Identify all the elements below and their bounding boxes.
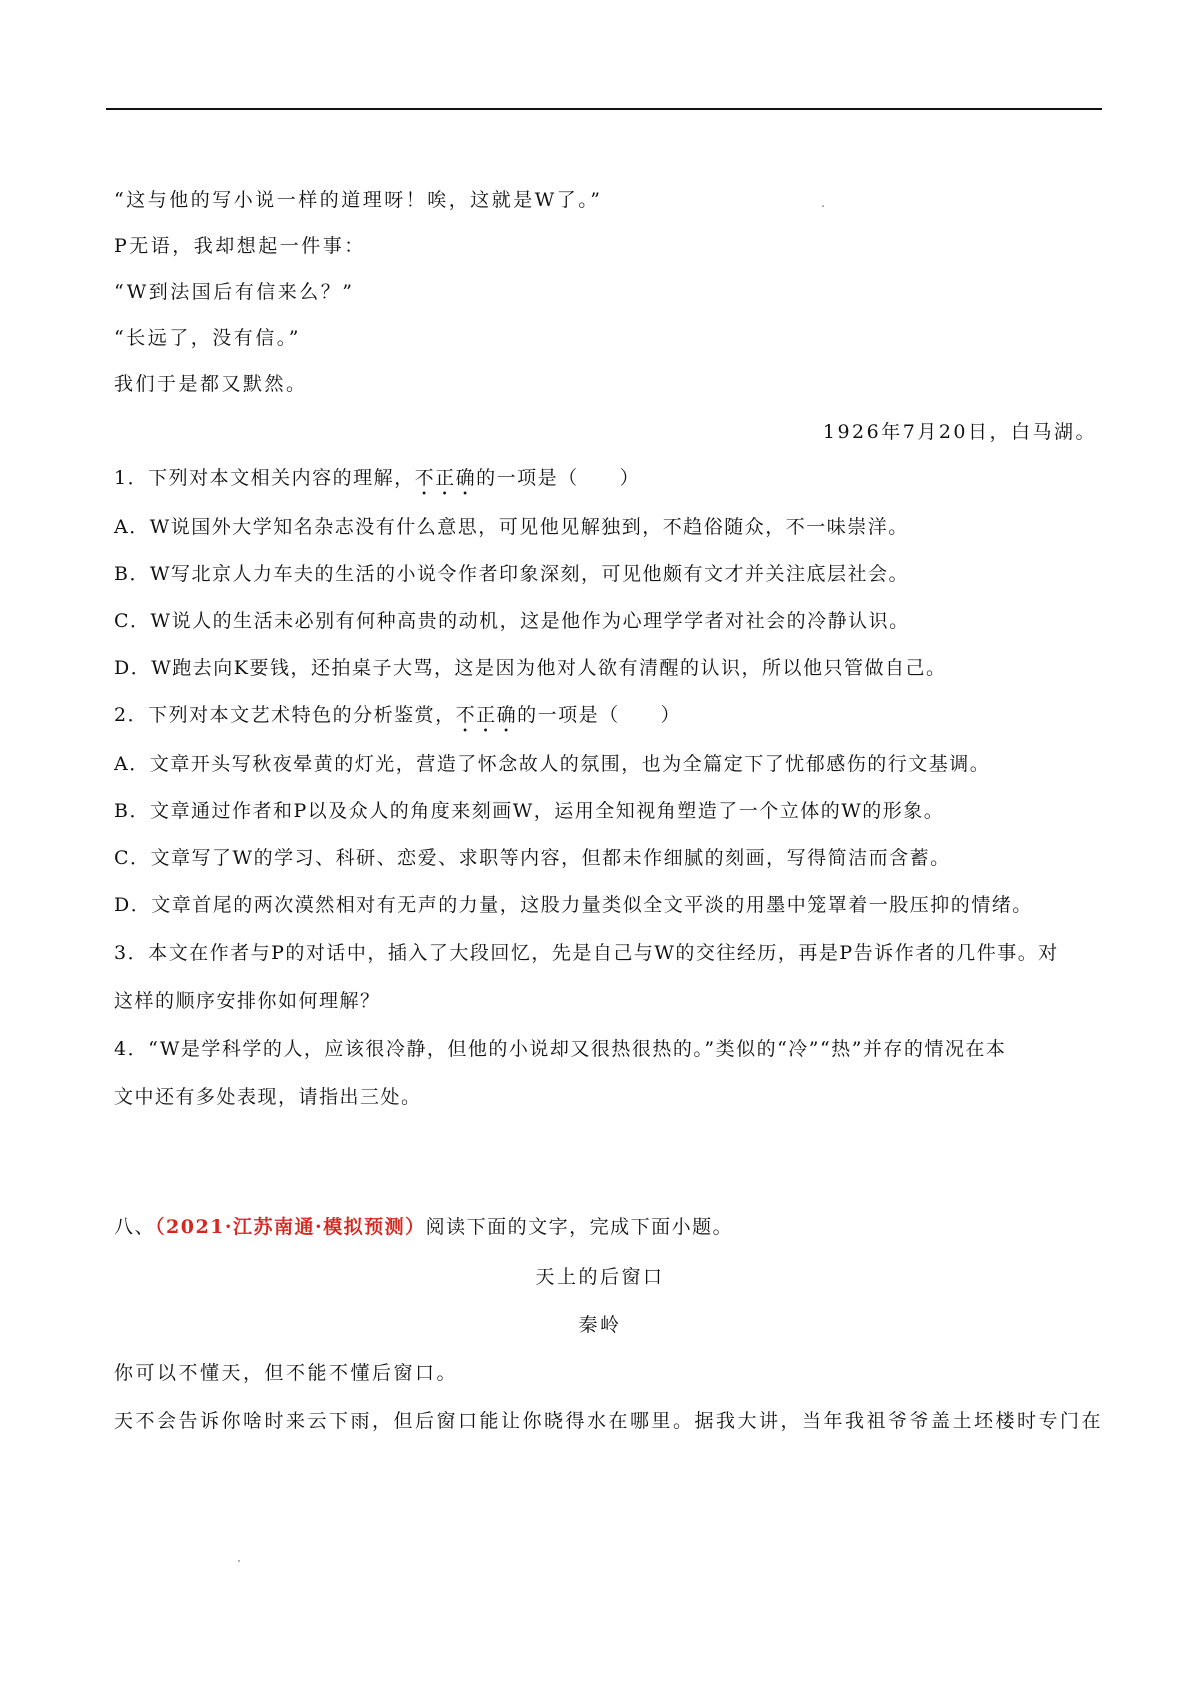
stem-emphasis: 不正确 <box>414 467 477 489</box>
scan-speck <box>822 205 824 207</box>
article-line: 你可以不懂天，但不能不懂后窗口。 <box>114 1362 459 1384</box>
question-4-line: 文中还有多处表现，请指出三处。 <box>114 1086 422 1108</box>
question-1-option-a: A．W说国外大学知名杂志没有什么意思，可见他见解独到，不趋俗随众，不一味崇洋。 <box>114 516 909 538</box>
article-author: 秦岭 <box>578 1314 622 1336</box>
article-line: 天不会告诉你啥时来云下雨，但后窗口能让你晓得水在哪里。据我大讲，当年我祖爷爷盖土坯楼时专门在 <box>114 1410 1104 1432</box>
question-3-line: 这样的顺序安排你如何理解？ <box>114 990 381 1012</box>
question-1-option-d: D．W跑去向K要钱，还拍桌子大骂，这是因为他对人欲有清醒的认识，所以他只管做自己。 <box>114 657 947 679</box>
passage-line: 我们于是都又默然。 <box>114 373 308 395</box>
question-2-option-d: D．文章首尾的两次漠然相对有无声的力量，这股力量类似全文平淡的用墨中笼罩着一股压抑的情绪。 <box>114 894 1033 916</box>
question-2-option-b: B．文章通过作者和P以及众人的角度来刻画W，运用全知视角塑造了一个立体的W的形象。 <box>114 800 945 822</box>
question-3-line: 3．本文在作者与P的对话中，插入了大段回忆，先是自己与W的交往经历，再是P告诉作者的几件事。对 <box>114 942 1059 964</box>
passage-line: “这与他的写小说一样的道理呀！唉，这就是W了。” <box>114 189 603 211</box>
section-prefix: 八、 <box>114 1216 156 1238</box>
stem-text: 2．下列对本文艺术特色的分析鉴赏， <box>114 704 456 726</box>
question-1-option-c: C．W说人的生活未必别有何种高贵的动机，这是他作为心理学学者对社会的冷静认识。 <box>114 610 910 632</box>
question-4-line: 4．“W是学科学的人，应该很冷静，但他的小说却又很热很热的。”类似的“冷”“热”并存的情况在本 <box>114 1038 1007 1060</box>
header-rule <box>106 108 1102 110</box>
stem-text: 的一项是（ ） <box>476 467 641 489</box>
scan-speck <box>238 1560 240 1562</box>
passage-line: “长远了，没有信。” <box>114 327 301 349</box>
section-source: （2021·江苏南通·模拟预测） <box>155 1216 426 1238</box>
passage-date: 1926年7月20日，白马湖。 <box>822 421 1097 443</box>
section-8-heading <box>114 1215 733 1239</box>
stem-text: 1．下列对本文相关内容的理解， <box>114 467 415 489</box>
question-1-option-b: B．W写北京人力车夫的生活的小说令作者印象深刻，可见他颇有文才并关注底层社会。 <box>114 563 909 585</box>
passage-line: “W到法国后有信来么？” <box>114 281 355 303</box>
question-2-option-a: A．文章开头写秋夜晕黄的灯光，营造了怀念故人的氛围，也为全篇定下了忧郁感伤的行文基调。 <box>114 753 991 775</box>
stem-emphasis: 不正确 <box>455 704 518 726</box>
section-instruction: 阅读下面的文字，完成下面小题。 <box>425 1216 734 1238</box>
passage-line: P无语，我却想起一件事： <box>114 235 366 257</box>
question-1-stem <box>114 466 640 500</box>
article-title: 天上的后窗口 <box>535 1266 665 1288</box>
stem-text: 的一项是（ ） <box>517 704 682 726</box>
question-2-stem <box>114 703 681 737</box>
question-2-option-c: C．文章写了W的学习、科研、恋爱、求职等内容，但都未作细腻的刻画，写得简洁而含蓄。 <box>114 847 951 869</box>
